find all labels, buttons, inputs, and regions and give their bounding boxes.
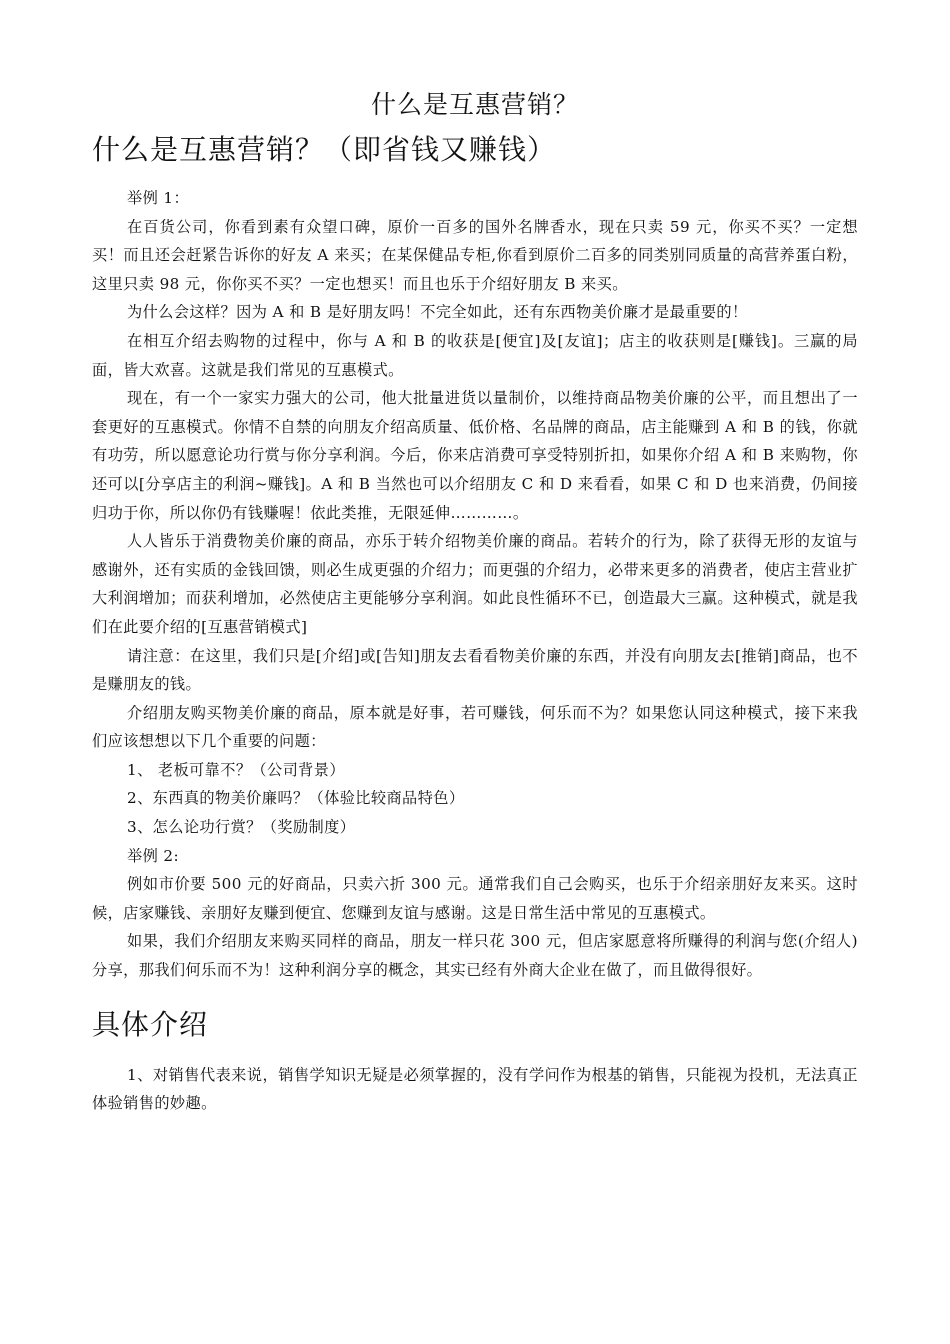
section-heading: 具体介绍	[92, 1007, 209, 1041]
paragraph: 例如市价要 500 元的好商品，只卖六折 300 元。通常我们自己会购买，也乐于介绍亲朋好友来买。这时候，店家赚钱、亲朋好友赚到便宜、您赚到友谊与感谢。这是日常生活中常见的互惠模式。	[92, 875, 858, 922]
paragraph: 在相互介绍去购物的过程中，你与 A 和 B 的收获是[便宜]及[友谊]；店主的收获则是[赚钱]。三赢的局面，皆大欢喜。这就是我们常见的互惠模式。	[92, 331, 858, 379]
paragraph: 现在，有一个一家实力强大的公司，他大批量进货以量制价，以维持商品物美价廉的公平，而且想出了一套更好的互惠模式。你情不自禁的向朋友介绍高质量、低价格、名品牌的商品，店主能赚到 A 和 B 的钱，你就有功劳，所以愿意论功行赏与你分享利润。今后，你来店消费可享受特别折扣，如果你介绍 A 和 B 来购物，你还可以[分享店主的利润~赚钱]。A 和 B 当然也可以介绍朋友 C 和 D 来看看，如果 C 和 D 也来消费，仍间接归功于你，所以你仍有钱赚喔！依此类推，无限延伸…………。	[92, 389, 858, 522]
document-page	[92, 88, 858, 1118]
list-item: 3、怎么论功行赏？（奖励制度）	[127, 818, 356, 837]
paragraph: 介绍朋友购买物美价廉的商品，原本就是好事，若可赚钱，何乐而不为？如果您认同这种模式，接下来我们应该想想以下几个重要的问题：	[92, 703, 858, 751]
list-item: 2、东西真的物美价廉吗？（体验比较商品特色）	[127, 789, 465, 808]
paragraph: 在百货公司，你看到素有众望口碑，原价一百多的国外名牌香水，现在只卖 59 元，你买不买？一定想买！而且还会赶紧告诉你的好友 A 来买；在某保健品专柜,你看到原价二百多的同类别同质量的高营养蛋白粉，这里只卖 98 元，你你买不买？一定也想买！而且也乐于介绍好朋友 B 来买。	[92, 217, 858, 293]
paragraph: 举例 2:	[127, 846, 179, 865]
paragraph: 如果，我们介绍朋友来购买同样的商品，朋友一样只花 300 元，但店家愿意将所赚得的利润与您(介绍人)分享，那我们何乐而不为！这种利润分享的概念，其实已经有外商大企业在做了，而且做得很好。	[92, 932, 858, 980]
paragraph: 举例 1：	[127, 189, 190, 207]
list-item: 1、 老板可靠不？（公司背景）	[127, 760, 345, 779]
document-title: 什么是互惠营销？	[370, 90, 579, 119]
section-heading: 什么是互惠营销？（即省钱又赚钱）	[92, 133, 557, 166]
paragraph: 为什么会这样？因为 A 和 B 是好朋友吗！不完全如此，还有东西物美价廉才是最重要的！	[127, 303, 748, 322]
paragraph: 人人皆乐于消费物美价廉的商品，亦乐于转介绍物美价廉的商品。若转介的行为，除了获得无形的友谊与感谢外，还有实质的金钱回馈，则必生成更强的介绍力；而更强的介绍力，必带来更多的消费者，使店主营业扩大利润增加；而获利增加，必然使店主更能够分享利润。如此良性循环不已，创造最大三赢。这种模式，就是我们在此要介绍的[互惠营销模式]	[92, 532, 858, 636]
paragraph: 1、对销售代表来说，销售学知识无疑是必须掌握的，没有学问作为根基的销售，只能视为投机，无法真正体验销售的妙趣。	[92, 1065, 858, 1113]
paragraph: 请注意：在这里，我们只是[介绍]或[告知]朋友去看看物美价廉的东西，并没有向朋友去[推销]商品，也不是赚朋友的钱。	[92, 646, 858, 694]
